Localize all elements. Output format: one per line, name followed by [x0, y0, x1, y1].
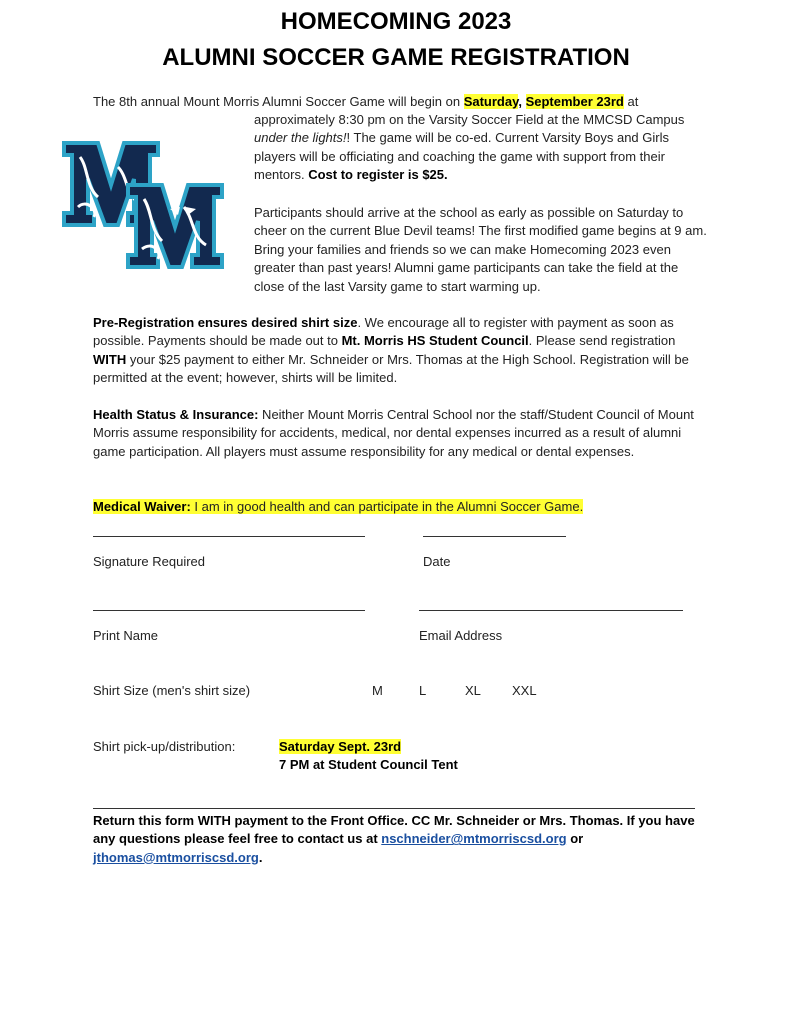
signature-line[interactable]: [93, 536, 365, 537]
highlight-day: Saturday: [463, 94, 519, 109]
email-link-schneider[interactable]: nschneider@mtmorriscsd.org: [381, 831, 567, 847]
email-line[interactable]: [419, 610, 683, 611]
mm-logo: [58, 137, 236, 279]
preregistration-paragraph: Pre-Registration ensures desired shirt size. We encourage all to register with payment as soon as possible. Payments should be made out to Mt. Morris HS Student Council. Please send registration WITH your $25 payment to either Mr. Schneider or Mrs. Thomas at the High School. Registration will be permitted at the event; however, shirts will be limited.: [93, 315, 689, 386]
intro-first-line: The 8th annual Mount Morris Alumni Soccer Game will begin on Saturday, September 23rd at: [93, 94, 639, 109]
highlight-date: September 23rd: [525, 94, 624, 109]
medical-waiver: Medical Waiver: I am in good health and can participate in the Alumni Soccer Game.: [93, 499, 584, 514]
email-link-thomas[interactable]: jthomas@mtmorriscsd.org: [93, 849, 259, 865]
intro-paragraph: approximately 8:30 pm on the Varsity Soccer Field at the MMCSD Campus under the lights!! The game will be co-ed. Current Varsity Boys and Girls players will be officiating and coaching the game with support from their mentors. Cost to register is $25.: [254, 112, 685, 183]
page-subtitle: ALUMNI SOCCER GAME REGISTRATION: [162, 44, 630, 71]
pickup-date: Saturday Sept. 23rd: [279, 739, 402, 754]
size-option-xl[interactable]: XL: [465, 683, 481, 698]
date-label: Date: [423, 554, 451, 569]
health-insurance-paragraph: Health Status & Insurance: Neither Mount Morris Central School nor the staff/Student Council of Mount Morris assume responsibility for accidents, medical, nor dental expenses incurred as a result of alumni game participation. All players must assume responsibility for any medical or dental expenses.: [93, 407, 694, 459]
size-option-m[interactable]: M: [372, 683, 383, 698]
pickup-place: 7 PM at Student Council Tent: [279, 757, 458, 772]
participants-paragraph: Participants should arrive at the school as early as possible on Saturday to cheer on the current Blue Devil teams! The first modified game begins at 9 am. Bring your families and friends so we can make Homecoming 2023 even greater than past years! Alumni game participants can take the field at the close of the last Varsity game to start warming up.: [254, 205, 707, 294]
cost-text: Cost to register is $25.: [308, 167, 448, 183]
size-option-l[interactable]: L: [419, 683, 427, 698]
shirt-size-label: Shirt Size (men's shirt size): [93, 683, 251, 698]
signature-label: Signature Required: [93, 554, 206, 569]
print-name-label: Print Name: [93, 628, 159, 643]
date-line[interactable]: [423, 536, 566, 537]
email-label: Email Address: [419, 628, 503, 643]
logo-front-m: [128, 185, 222, 267]
footer-divider: [93, 808, 695, 809]
footer-instructions: Return this form WITH payment to the Front Office. CC Mr. Schneider or Mrs. Thomas. If you have any questions please feel free to contact us at nschneider@mtmorriscsd.org or jthomas@mtmorriscsd.org.: [93, 813, 695, 865]
page-title: HOMECOMING 2023: [280, 8, 512, 35]
print-name-line[interactable]: [93, 610, 365, 611]
pickup-label: Shirt pick-up/distribution:: [93, 739, 236, 754]
size-option-xxl[interactable]: XXL: [512, 683, 537, 698]
